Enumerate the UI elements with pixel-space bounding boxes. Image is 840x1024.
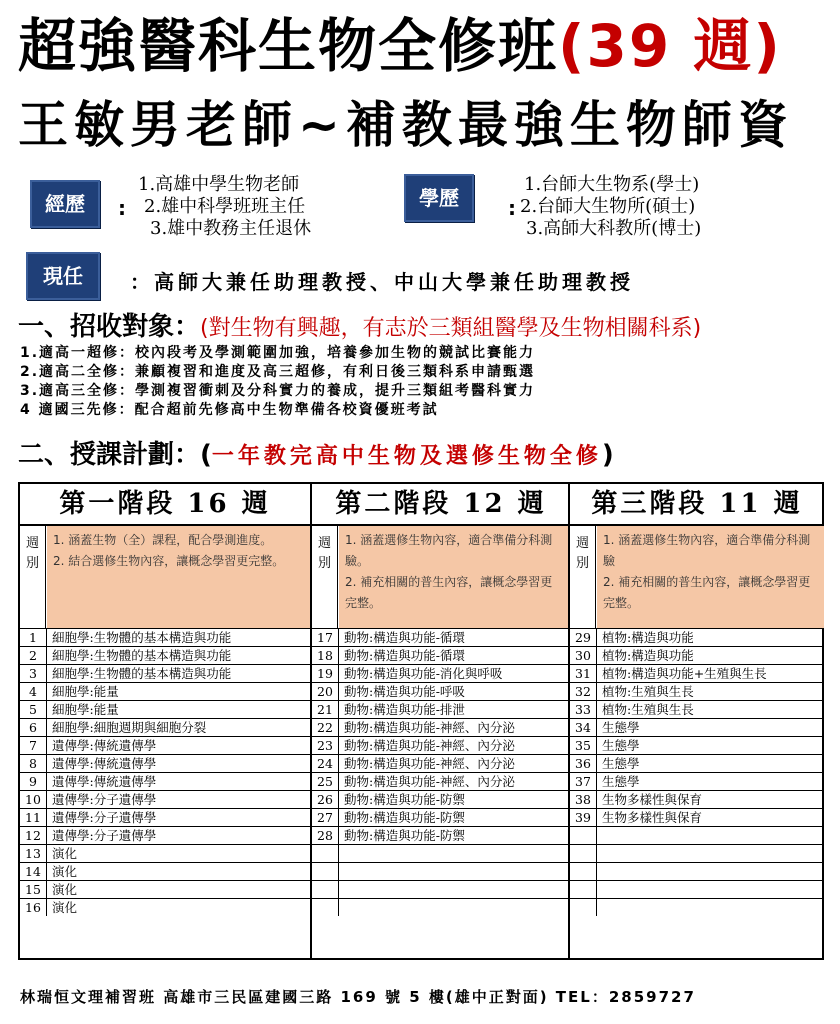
week-rows xyxy=(312,629,570,916)
section-recruitment-note: (對生物有興趣，有志於三類組醫學及生物相關科系) xyxy=(200,316,702,341)
stage-title: 第二階段 12 週 xyxy=(312,484,570,526)
table-row xyxy=(570,845,824,863)
table-row xyxy=(20,629,310,647)
stage-description xyxy=(570,526,824,629)
title-main: 超強醫科生物全修班 xyxy=(18,12,559,80)
week-number: 21 xyxy=(312,701,339,718)
table-row xyxy=(20,701,310,719)
stage-description-line: 2. 結合選修生物內容，讓概念學習更完整。 xyxy=(53,554,285,568)
week-topic: 演化 xyxy=(52,900,78,915)
stage-description-box xyxy=(47,526,310,628)
table-row xyxy=(20,827,310,845)
week-number: 12 xyxy=(20,827,47,844)
week-topic: 生態學 xyxy=(602,720,640,735)
table-row xyxy=(20,863,310,881)
week-topic: 生物多樣性與保育 xyxy=(602,810,703,825)
table-row xyxy=(312,809,570,827)
week-number: 27 xyxy=(312,809,339,826)
table-row xyxy=(570,647,824,665)
table-row xyxy=(570,863,824,881)
current-position: ：高師大兼任助理教授、中山大學兼任助理教授 xyxy=(130,270,634,294)
plan-item: 3.適高三全修：學測複習衝刺及分科實力的養成，提升三類組考醫科實力 xyxy=(20,383,536,399)
week-number: 19 xyxy=(312,665,339,682)
week-number: 26 xyxy=(312,791,339,808)
week-number: 32 xyxy=(570,683,597,700)
week-topic: 遺傳學:分子遺傳學 xyxy=(52,810,157,825)
table-row xyxy=(312,881,570,899)
week-number: 9 xyxy=(20,773,47,790)
week-number: 6 xyxy=(20,719,47,736)
plan-item: 4 適國三先修：配合超前先修高中生物準備各校資優班考試 xyxy=(20,402,439,418)
table-row xyxy=(312,845,570,863)
table-row xyxy=(20,791,310,809)
section-curriculum-heading xyxy=(18,434,614,471)
week-topic: 演化 xyxy=(52,846,78,861)
week-number: 22 xyxy=(312,719,339,736)
week-number: 24 xyxy=(312,755,339,772)
week-topic: 遺傳學:傳統遺傳學 xyxy=(52,738,157,753)
week-number xyxy=(312,863,339,880)
plan-item: 2.適高二全修：兼顧複習和進度及高三超修，有利日後三類科系申請甄選 xyxy=(20,364,536,380)
table-row xyxy=(570,899,824,916)
table-row xyxy=(570,755,824,773)
week-topic: 細胞學:生物體的基本構造與功能 xyxy=(52,666,232,681)
education-item: 2.台師大生物所(碩士) xyxy=(520,196,696,217)
week-topic: 動物:構造與功能-神經、內分泌 xyxy=(344,738,515,753)
education-item: 3.高師大科教所(博士) xyxy=(526,218,702,239)
week-number xyxy=(570,827,597,844)
week-topic: 細胞學:生物體的基本構造與功能 xyxy=(52,648,232,663)
week-number: 30 xyxy=(570,647,597,664)
week-topic: 遺傳學:傳統遺傳學 xyxy=(52,774,157,789)
week-topic: 動物:構造與功能-循環 xyxy=(344,630,465,645)
stage-description-box xyxy=(339,526,570,628)
week-number: 31 xyxy=(570,665,597,682)
plan-list xyxy=(20,344,535,420)
week-topic: 動物:構造與功能-神經、內分泌 xyxy=(344,756,515,771)
week-rows xyxy=(20,629,310,916)
table-row xyxy=(20,737,310,755)
week-topic: 動物:構造與功能-防禦 xyxy=(344,828,465,843)
table-row xyxy=(20,881,310,899)
week-number: 28 xyxy=(312,827,339,844)
experience-badge: 經歷 xyxy=(30,180,100,228)
current-badge: 現任 xyxy=(26,252,100,300)
table-row xyxy=(570,701,824,719)
table-row xyxy=(312,629,570,647)
table-row xyxy=(570,737,824,755)
table-row xyxy=(570,665,824,683)
table-row xyxy=(20,683,310,701)
section-curriculum-title: 二、授課計劃：( xyxy=(18,440,212,470)
week-topic: 細胞學:能量 xyxy=(52,684,119,699)
schedule-table xyxy=(18,482,824,960)
stage-column-3 xyxy=(568,484,824,958)
week-number: 36 xyxy=(570,755,597,772)
stage-description-line: 1. 涵蓋選修生物內容，適合準備分科測驗。 xyxy=(345,533,553,568)
week-topic: 植物:生殖與生長 xyxy=(602,684,694,699)
week-topic: 演化 xyxy=(52,882,78,897)
stage-column-2 xyxy=(310,484,570,958)
week-number: 8 xyxy=(20,755,47,772)
table-row xyxy=(20,719,310,737)
table-row xyxy=(20,755,310,773)
experience-item: 2.雄中科學班班主任 xyxy=(144,196,306,217)
stage-description-box xyxy=(597,526,824,628)
plan-item: 1.適高一超修：校內段考及學測範圍加強，培養參加生物的競試比賽能力 xyxy=(20,345,536,361)
experience-item: 1.高雄中學生物老師 xyxy=(138,174,300,195)
section-curriculum-note: 一年教完高中生物及選修生物全修 xyxy=(211,444,602,469)
week-topic: 生態學 xyxy=(602,774,640,789)
stage-description-line: 2. 補充相關的普生內容，讓概念學習更完整。 xyxy=(345,575,553,610)
week-label: 週別 xyxy=(312,526,338,628)
week-number: 7 xyxy=(20,737,47,754)
stage-description-line: 2. 補充相關的普生內容，讓概念學習更完整。 xyxy=(603,575,811,610)
stage-description xyxy=(312,526,570,629)
title-weeks: (39 週) xyxy=(558,12,782,80)
table-row xyxy=(20,665,310,683)
week-topic: 遺傳學:分子遺傳學 xyxy=(52,792,157,807)
stage-description-line: 1. 涵蓋生物（全）課程，配合學測進度。 xyxy=(53,533,273,547)
table-row xyxy=(20,899,310,916)
week-topic: 遺傳學:傳統遺傳學 xyxy=(52,756,157,771)
section-recruitment-title: 一、招收對象： xyxy=(18,312,201,342)
experience-list xyxy=(138,174,311,240)
stage-title: 第一階段 16 週 xyxy=(20,484,310,526)
table-row xyxy=(312,899,570,916)
week-number: 10 xyxy=(20,791,47,808)
week-topic: 動物:構造與功能-防禦 xyxy=(344,810,465,825)
table-row xyxy=(20,647,310,665)
week-number: 23 xyxy=(312,737,339,754)
week-number: 17 xyxy=(312,629,339,646)
section-recruitment-heading xyxy=(18,306,701,343)
week-label: 週別 xyxy=(20,526,46,628)
education-badge: 學歷 xyxy=(404,174,474,222)
week-topic: 動物:構造與功能-排泄 xyxy=(344,702,465,717)
week-topic: 動物:構造與功能-神經、內分泌 xyxy=(344,774,515,789)
table-row xyxy=(312,773,570,791)
week-topic: 生態學 xyxy=(602,756,640,771)
table-row xyxy=(312,647,570,665)
section-curriculum-close: ) xyxy=(601,440,614,470)
education-colon: : xyxy=(508,196,516,220)
week-number: 25 xyxy=(312,773,339,790)
week-number: 4 xyxy=(20,683,47,700)
stage-column-1 xyxy=(20,484,310,958)
table-row xyxy=(570,719,824,737)
week-number: 14 xyxy=(20,863,47,880)
week-number xyxy=(312,881,339,898)
week-number: 16 xyxy=(20,899,47,916)
week-number: 2 xyxy=(20,647,47,664)
week-topic: 生態學 xyxy=(602,738,640,753)
week-number: 38 xyxy=(570,791,597,808)
education-item: 1.台師大生物系(學士) xyxy=(524,174,700,195)
table-row xyxy=(312,737,570,755)
week-topic: 植物:構造與功能+生殖與生長 xyxy=(602,666,767,681)
table-row xyxy=(570,881,824,899)
table-row xyxy=(570,791,824,809)
stage-description-line: 1. 涵蓋選修生物內容，適合準備分科測驗 xyxy=(603,533,811,568)
week-number: 18 xyxy=(312,647,339,664)
week-number: 15 xyxy=(20,881,47,898)
week-topic: 植物:生殖與生長 xyxy=(602,702,694,717)
table-row xyxy=(312,701,570,719)
table-row xyxy=(20,809,310,827)
week-number: 39 xyxy=(570,809,597,826)
week-rows xyxy=(570,629,824,916)
week-number: 11 xyxy=(20,809,47,826)
week-number: 29 xyxy=(570,629,597,646)
table-row xyxy=(570,773,824,791)
experience-colon: : xyxy=(118,196,126,220)
week-number xyxy=(570,881,597,898)
table-row xyxy=(570,827,824,845)
week-topic: 動物:構造與功能-消化與呼吸 xyxy=(344,666,503,681)
week-number xyxy=(312,899,339,916)
table-row xyxy=(312,683,570,701)
table-row xyxy=(20,773,310,791)
page-title xyxy=(18,14,782,78)
footer-contact: 林瑞恒文理補習班 高雄市三民區建國三路 169 號 5 樓(雄中正對面) TEL：2859727 xyxy=(20,988,696,1006)
week-topic: 動物:構造與功能-防禦 xyxy=(344,792,465,807)
week-number: 3 xyxy=(20,665,47,682)
week-topic: 遺傳學:分子遺傳學 xyxy=(52,828,157,843)
week-number: 37 xyxy=(570,773,597,790)
table-row xyxy=(570,629,824,647)
education-list xyxy=(520,174,701,240)
week-topic: 動物:構造與功能-循環 xyxy=(344,648,465,663)
table-row xyxy=(570,683,824,701)
page-subtitle: 王敏男老師~補教最強生物師資 xyxy=(18,96,794,154)
week-number: 1 xyxy=(20,629,47,646)
week-topic: 細胞學:細胞週期與細胞分裂 xyxy=(52,720,207,735)
week-topic: 細胞學:生物體的基本構造與功能 xyxy=(52,630,232,645)
stage-title: 第三階段 11 週 xyxy=(570,484,824,526)
week-topic: 植物:構造與功能 xyxy=(602,648,694,663)
table-row xyxy=(312,863,570,881)
table-row xyxy=(312,719,570,737)
table-row xyxy=(312,827,570,845)
experience-item: 3.雄中教務主任退休 xyxy=(150,218,312,239)
stage-description xyxy=(20,526,310,629)
week-number: 5 xyxy=(20,701,47,718)
week-label: 週別 xyxy=(570,526,596,628)
week-number xyxy=(570,845,597,862)
week-number: 33 xyxy=(570,701,597,718)
week-number xyxy=(570,863,597,880)
week-number: 13 xyxy=(20,845,47,862)
week-topic: 動物:構造與功能-呼吸 xyxy=(344,684,465,699)
week-topic: 生物多樣性與保育 xyxy=(602,792,703,807)
table-row xyxy=(312,791,570,809)
week-number xyxy=(570,899,597,916)
table-row xyxy=(312,665,570,683)
week-topic: 演化 xyxy=(52,864,78,879)
week-topic: 植物:構造與功能 xyxy=(602,630,694,645)
week-number: 34 xyxy=(570,719,597,736)
table-row xyxy=(312,755,570,773)
week-topic: 動物:構造與功能-神經、內分泌 xyxy=(344,720,515,735)
week-topic: 細胞學:能量 xyxy=(52,702,119,717)
table-row xyxy=(20,845,310,863)
week-number xyxy=(312,845,339,862)
week-number: 35 xyxy=(570,737,597,754)
week-number: 20 xyxy=(312,683,339,700)
table-row xyxy=(570,809,824,827)
